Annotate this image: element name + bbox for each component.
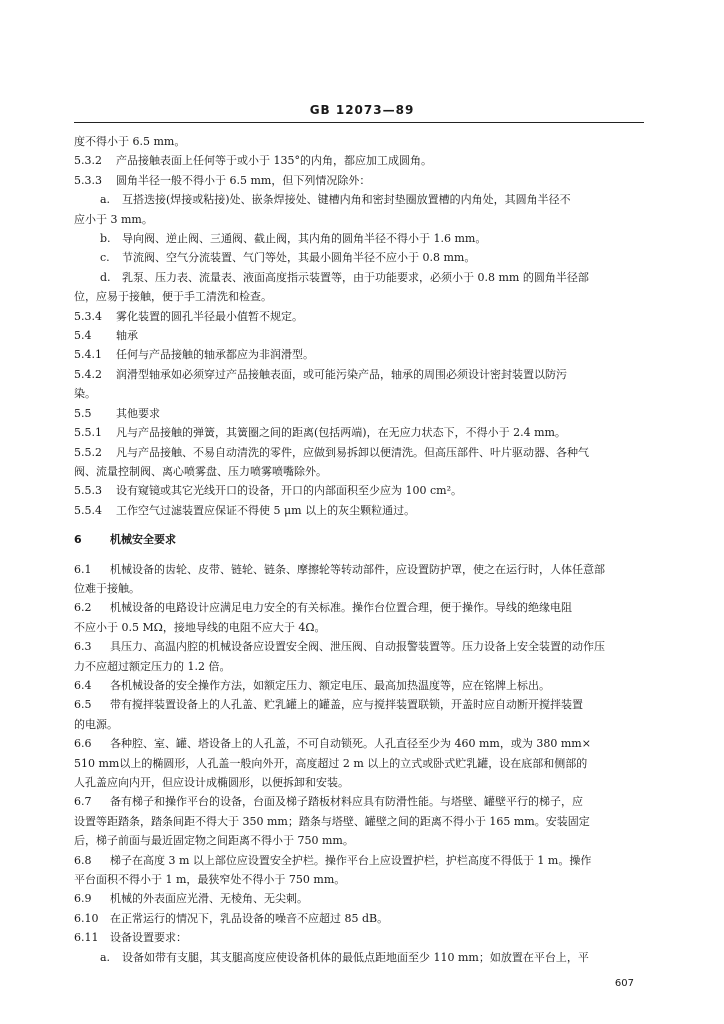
text-line bbox=[74, 618, 644, 637]
text-line bbox=[74, 579, 644, 598]
clause-text: 平台面积不得小于 1 m，最狭窄处不得小于 750 mm。 bbox=[74, 873, 346, 887]
text-line bbox=[74, 423, 644, 442]
clause-number: 6.5 bbox=[74, 698, 92, 712]
clause-text: 凡与产品接触的弹簧，其簧圈之间的距离(包括两端)，在无应力状态下，不得小于 2.4 mm。 bbox=[116, 426, 566, 440]
clause-text: 设备设置要求： bbox=[110, 931, 187, 945]
clause-text: 机械的外表面应光滑、无棱角、无尖刺。 bbox=[110, 892, 308, 906]
list-letter: b. bbox=[100, 232, 111, 246]
text-line bbox=[74, 676, 644, 695]
clause-text: 染。 bbox=[74, 387, 96, 401]
clause-number: 6.7 bbox=[74, 795, 92, 809]
clause-text: 设置等距踏条，踏条间距不得大于 350 mm；踏条与塔壁、罐壁之间的距离不得小于 165 mm。安装固定 bbox=[74, 814, 590, 828]
text-line bbox=[74, 560, 644, 579]
clause-text: 任何与产品接触的轴承都应为非润滑型。 bbox=[116, 348, 314, 362]
text-line bbox=[74, 365, 644, 384]
text-line bbox=[74, 637, 644, 656]
clause-text: 力不应超过额定压力的 1.2 倍。 bbox=[74, 659, 231, 673]
clause-text: 人孔盖应向内开，但应设计成椭圆形，以便拆卸和安装。 bbox=[74, 776, 349, 789]
clause-text: 轴承 bbox=[116, 329, 138, 343]
clause-text: 机械安全要求 bbox=[110, 533, 176, 547]
clause-text: 带有搅拌装置设备上的人孔盖、贮乳罐上的罐盖，应与搅拌装置联锁，开盖时应自动断开搅拌装置 bbox=[110, 698, 583, 712]
clause-number: 6.3 bbox=[74, 640, 92, 654]
clause-number: 5.5.2 bbox=[74, 445, 102, 459]
text-line bbox=[74, 481, 644, 500]
text-line bbox=[74, 443, 644, 462]
clause-number: 5.5.3 bbox=[74, 484, 102, 498]
clause-number: 5.5.4 bbox=[74, 503, 102, 517]
text-line bbox=[74, 229, 644, 248]
list-letter: a. bbox=[100, 193, 111, 207]
clause-text: 各机械设备的安全操作方法，如额定压力、额定电压、最高加热温度等，应在铭牌上标出。 bbox=[110, 678, 550, 692]
clause-text: 设有窥镜或其它光线开口的设备，开口的内部面积至少应为 100 cm²。 bbox=[116, 484, 462, 498]
text-line bbox=[74, 657, 644, 676]
text-line bbox=[74, 190, 644, 209]
clause-number: 6.6 bbox=[74, 737, 92, 751]
clause-text: 设备如带有支腿，其支腿高度应使设备机体的最低点距地面至少 110 mm；如放置在平台上，平 bbox=[122, 950, 589, 964]
clause-number: 6.11 bbox=[74, 931, 99, 945]
clause-number: 6.4 bbox=[74, 678, 92, 692]
clause-text: 具压力、高温内腔的机械设备应设置安全阀、泄压阀、自动报警装置等。压力设备上安全装置的动作压 bbox=[110, 640, 605, 654]
clause-text: 应小于 3 mm。 bbox=[74, 212, 153, 226]
text-line bbox=[74, 530, 644, 549]
text-line bbox=[74, 851, 644, 870]
clause-text: 互搭迭接(焊接或粘接)处、嵌条焊接处、键槽内角和密封垫圈放置槽的内角处，其圆角半径不 bbox=[122, 193, 571, 207]
clause-text: 节流阀、空气分流装置、气门等处，其最小圆角半径不应小于 0.8 mm。 bbox=[122, 251, 476, 265]
text-line bbox=[74, 462, 644, 481]
clause-number: 5.5 bbox=[74, 406, 92, 420]
text-line bbox=[74, 734, 644, 753]
clause-text: 位难于接触。 bbox=[74, 581, 140, 595]
clause-number: 6 bbox=[74, 533, 82, 547]
document-body bbox=[74, 132, 644, 967]
text-line bbox=[74, 812, 644, 831]
text-line bbox=[74, 210, 644, 229]
text-line bbox=[74, 754, 644, 773]
list-letter: c. bbox=[100, 251, 110, 265]
clause-text: 阀、流量控制阀、离心喷雾盘、压力喷雾喷嘴除外。 bbox=[74, 464, 327, 478]
clause-number: 6.2 bbox=[74, 601, 92, 615]
text-line bbox=[74, 404, 644, 423]
text-line bbox=[74, 831, 644, 850]
header-rule bbox=[74, 122, 644, 123]
clause-number: 5.4.1 bbox=[74, 348, 102, 362]
clause-text: 位，应易于接触，便于手工清洗和检查。 bbox=[74, 290, 272, 304]
clause-text: 的电源。 bbox=[74, 717, 118, 731]
text-line bbox=[74, 909, 644, 928]
page-number: 607 bbox=[614, 978, 634, 989]
clause-number: 5.3.3 bbox=[74, 173, 102, 187]
clause-text: 后，梯子前面与最近固定物之间距离不得小于 750 mm。 bbox=[74, 834, 354, 848]
text-line bbox=[74, 598, 644, 617]
text-line bbox=[74, 870, 644, 889]
text-line bbox=[74, 151, 644, 170]
clause-number: 6.10 bbox=[74, 911, 99, 925]
standard-number-header: GB 12073—89 bbox=[309, 103, 415, 117]
clause-text: 导向阀、逆止阀、三通阀、截止阀，其内角的圆角半径不得小于 1.6 mm。 bbox=[122, 232, 487, 246]
clause-number: 6.9 bbox=[74, 892, 92, 906]
clause-text: 乳泵、压力表、流量表、液面高度指示装置等，由于功能要求，必须小于 0.8 mm 的圆角半径部 bbox=[122, 270, 589, 284]
clause-number: 6.1 bbox=[74, 562, 92, 576]
text-line bbox=[74, 948, 644, 967]
clause-text: 润滑型轴承如必须穿过产品接触表面，或可能污染产品，轴承的周围必须设计密封装置以防污 bbox=[116, 367, 567, 381]
text-line bbox=[74, 792, 644, 811]
text-line bbox=[74, 695, 644, 714]
text-line bbox=[74, 326, 644, 345]
clause-number: 5.3.2 bbox=[74, 154, 102, 168]
clause-number: 5.4.2 bbox=[74, 367, 102, 381]
clause-text: 各种腔、室、罐、塔设备上的人孔盖，不可自动锁死。人孔直径至少为 460 mm，或为 380 mm× bbox=[110, 737, 591, 751]
text-line bbox=[74, 268, 644, 287]
clause-text: 510 mm以上的椭圆形，人孔盖一般向外开，高度超过 2 m 以上的立式或卧式贮乳罐，设在底部和侧部的 bbox=[74, 756, 588, 770]
text-line bbox=[74, 773, 644, 792]
text-line bbox=[74, 132, 644, 151]
text-line bbox=[74, 928, 644, 947]
text-line bbox=[74, 345, 644, 364]
clause-text: 备有梯子和操作平台的设备，台面及梯子踏板材料应具有防滑性能。与塔壁、罐壁平行的梯子，应 bbox=[110, 795, 583, 809]
clause-text: 机械设备的齿轮、皮带、链轮、链条、摩擦轮等转动部件，应设置防护罩，使之在运行时，人体任意部 bbox=[110, 562, 605, 576]
clause-text: 雾化装置的圆孔半径最小值暂不规定。 bbox=[116, 309, 303, 323]
clause-text: 工作空气过滤装置应保证不得使 5 μm 以上的灰尘颗粒通过。 bbox=[116, 503, 416, 517]
clause-text: 机械设备的电路设计应满足电力安全的有关标准。操作台位置合理，便于操作。导线的绝缘电阻 bbox=[110, 601, 572, 615]
clause-text: 产品接触表面上任何等于或小于 135°的内角，都应加工成圆角。 bbox=[116, 154, 432, 168]
clause-text: 梯子在高度 3 m 以上部位应设置安全护栏。操作平台上应设置护栏，护栏高度不得低于 1 m。操作 bbox=[110, 853, 592, 867]
text-line bbox=[74, 384, 644, 403]
clause-text: 凡与产品接触、不易自动清洗的零件，应做到易拆卸以便清洗。但高压部件、叶片驱动器、各种气 bbox=[116, 445, 589, 459]
text-line bbox=[74, 715, 644, 734]
text-line bbox=[74, 287, 644, 306]
text-line bbox=[74, 889, 644, 908]
clause-text: 不应小于 0.5 MΩ，接地导线的电阻不应大于 4Ω。 bbox=[74, 620, 326, 634]
text-line bbox=[74, 307, 644, 326]
clause-text: 在正常运行的情况下，乳品设备的噪音不应超过 85 dB。 bbox=[110, 911, 389, 925]
clause-text: 度不得小于 6.5 mm。 bbox=[74, 135, 186, 148]
clause-text: 其他要求 bbox=[116, 406, 160, 420]
clause-number: 5.3.4 bbox=[74, 309, 102, 323]
clause-number: 6.8 bbox=[74, 853, 92, 867]
text-line bbox=[74, 501, 644, 520]
clause-text: 圆角半径一般不得小于 6.5 mm，但下列情况除外： bbox=[116, 173, 371, 187]
list-letter: d. bbox=[100, 270, 111, 284]
clause-number: 5.4 bbox=[74, 329, 92, 343]
clause-number: 5.5.1 bbox=[74, 426, 102, 440]
text-line bbox=[74, 248, 644, 267]
list-letter: a. bbox=[100, 950, 111, 964]
text-line bbox=[74, 171, 644, 190]
